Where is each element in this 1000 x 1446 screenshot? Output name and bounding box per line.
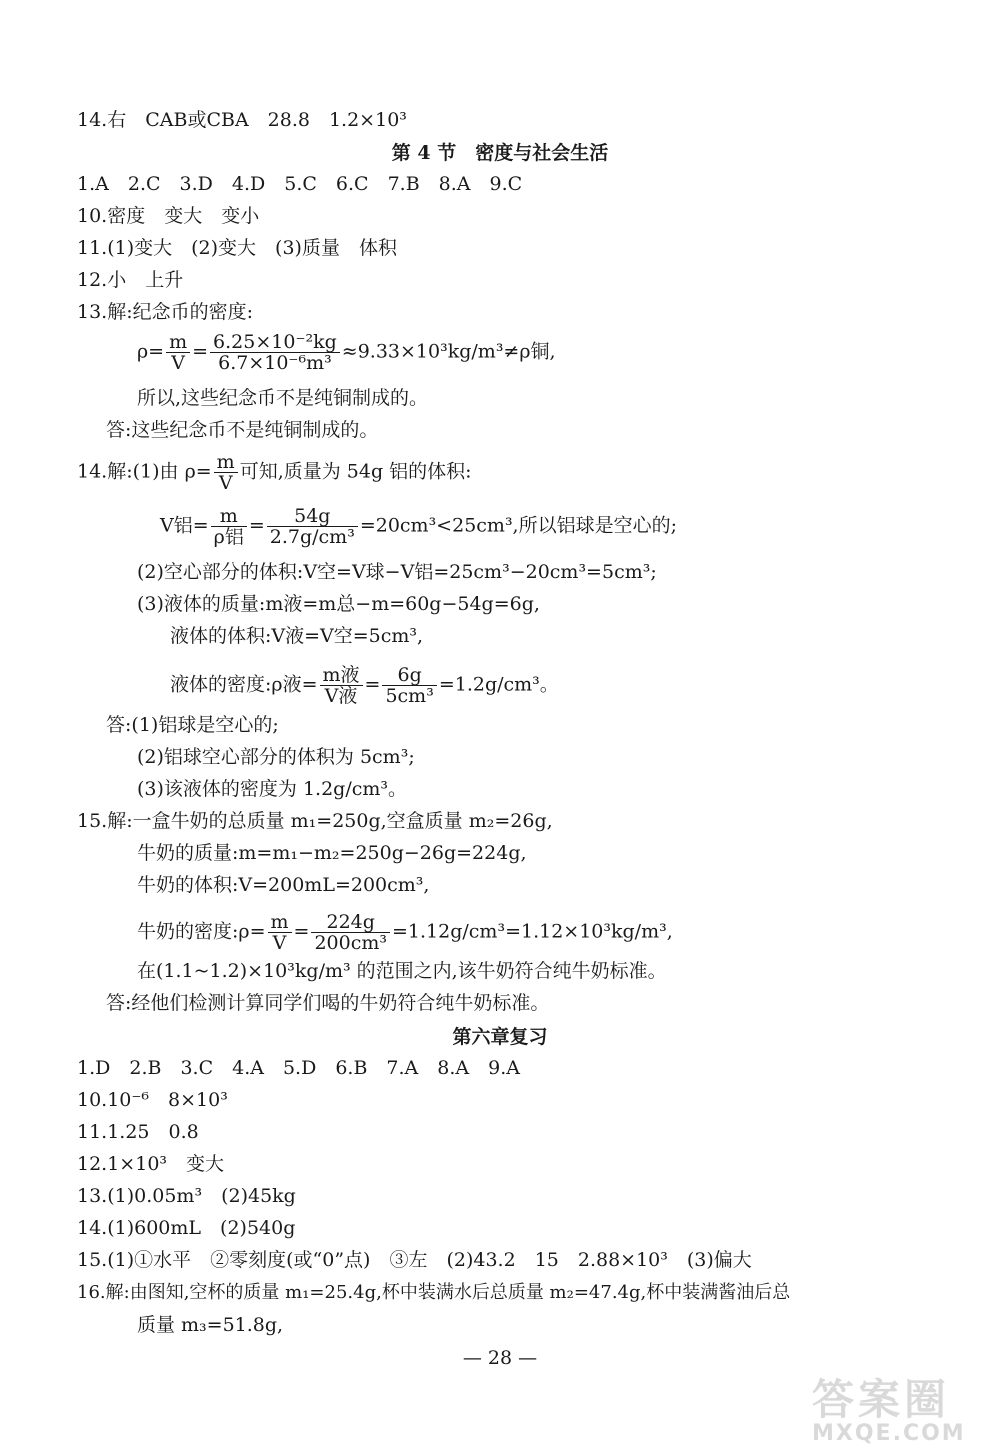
numerator: 6g	[382, 665, 436, 686]
fraction	[166, 332, 190, 373]
denominator: V液	[324, 685, 358, 707]
formula-text: 液体的密度:ρ液=	[170, 673, 318, 696]
fraction	[210, 332, 340, 373]
denominator: 5cm³	[385, 685, 434, 707]
formula-text: 可知,质量为 54g 铝的体积:	[239, 460, 472, 483]
answer-line: 13.(1)0.05m³ (2)45kg	[77, 1185, 296, 1207]
fraction	[211, 506, 247, 547]
denominator: 2.7g/cm³	[269, 526, 355, 548]
watermark-logo	[812, 1375, 966, 1446]
formula-line	[137, 332, 556, 373]
answer-line: 13.解:纪念币的密度:	[77, 301, 254, 323]
answer-line: 质量 m₃=51.8g,	[137, 1314, 284, 1336]
numerator: m	[166, 332, 190, 353]
denominator: V	[272, 932, 287, 954]
numerator: m	[214, 452, 238, 473]
fraction	[214, 452, 238, 493]
answer-line: (3)液体的质量:m液=m总−m=60g−54g=6g,	[137, 593, 540, 615]
numerator: m	[211, 506, 247, 527]
answer-line: 12.1×10³ 变大	[77, 1153, 225, 1175]
watermark-url: MXQE.COM	[812, 1421, 966, 1446]
formula-text: =1.2g/cm³。	[438, 673, 559, 696]
formula-text: V铝=	[160, 514, 209, 537]
formula-line	[77, 452, 472, 493]
fraction	[382, 665, 436, 706]
answer-line: 答:这些纪念币不是纯铜制成的。	[106, 419, 379, 441]
formula-text: =1.12g/cm³=1.12×10³kg/m³,	[392, 920, 673, 943]
formula-text: ≈9.33×10³kg/m³≠ρ铜,	[341, 340, 556, 363]
numerator: m液	[320, 665, 363, 686]
formula-text: 牛奶的密度:ρ=	[137, 920, 266, 943]
answer-line: (3)该液体的密度为 1.2g/cm³。	[137, 778, 408, 800]
chapter-heading: 第六章复习	[452, 1026, 548, 1048]
answer-line: (2)铝球空心部分的体积为 5cm³;	[137, 746, 415, 768]
fraction	[268, 912, 292, 953]
answer-line: 14.右 CAB或CBA 28.8 1.2×10³	[77, 109, 407, 131]
formula-text: 14.解:(1)由 ρ=	[77, 460, 212, 483]
answer-line: 11.(1)变大 (2)变大 (3)质量 体积	[77, 237, 397, 259]
formula-text: =	[192, 340, 209, 363]
answer-line: 在(1.1~1.2)×10³kg/m³ 的范围之内,该牛奶符合纯牛奶标准。	[137, 960, 667, 982]
section-heading: 第 4 节 密度与社会生活	[391, 142, 609, 164]
denominator: 200cm³	[314, 932, 387, 954]
formula-line	[160, 506, 677, 547]
numerator: 6.25×10⁻²kg	[210, 332, 340, 353]
denominator: V	[218, 472, 233, 494]
formula-line	[170, 665, 559, 706]
denominator: 6.7×10⁻⁶m³	[218, 352, 332, 374]
formula-text: =	[293, 920, 310, 943]
answer-line: 12.小 上升	[77, 269, 184, 291]
fraction	[320, 665, 363, 706]
answer-line: 答:经他们检测计算同学们喝的牛奶符合纯牛奶标准。	[106, 992, 550, 1014]
answer-line: 11.1.25 0.8	[77, 1121, 199, 1143]
formula-line	[137, 912, 673, 953]
answer-line: 1.A 2.C 3.D 4.D 5.C 6.C 7.B 8.A 9.C	[77, 173, 523, 195]
answer-line: 所以,这些纪念币不是纯铜制成的。	[137, 387, 429, 409]
formula-text: ρ=	[137, 340, 165, 363]
page-number: — 28 —	[462, 1347, 538, 1369]
answer-line: 牛奶的质量:m=m₁−m₂=250g−26g=224g,	[137, 842, 527, 864]
formula-text: =	[248, 514, 265, 537]
answer-line: 10.密度 变大 变小	[77, 205, 260, 227]
answer-line: 液体的体积:V液=V空=5cm³,	[170, 625, 424, 647]
formula-text: =20cm³<25cm³,所以铝球是空心的;	[359, 514, 677, 537]
fraction	[267, 506, 358, 547]
answer-line: 15.(1)①水平 ②零刻度(或“0”点) ③左 (2)43.2 15 2.88×10³ (3)偏大	[77, 1249, 752, 1271]
denominator: V	[171, 352, 185, 374]
fraction	[311, 912, 390, 953]
formula-text: =	[364, 673, 381, 696]
numerator: 54g	[267, 506, 358, 527]
numerator: 224g	[311, 912, 390, 933]
numerator: m	[268, 912, 292, 933]
answer-line: 16.解:由图知,空杯的质量 m₁=25.4g,杯中装满水后总质量 m₂=47.4g,杯中装满酱油后总	[77, 1282, 791, 1303]
answer-line: 10.10⁻⁶ 8×10³	[77, 1089, 228, 1111]
answer-line: 1.D 2.B 3.C 4.A 5.D 6.B 7.A 8.A 9.A	[77, 1057, 520, 1079]
answer-line: (2)空心部分的体积:V空=V球−V铝=25cm³−20cm³=5cm³;	[137, 561, 657, 583]
answer-line: 15.解:一盒牛奶的总质量 m₁=250g,空盒质量 m₂=26g,	[77, 810, 553, 832]
answer-line: 牛奶的体积:V=200mL=200cm³,	[137, 874, 430, 896]
answer-line: 14.(1)600mL (2)540g	[77, 1217, 296, 1239]
denominator: ρ铝	[213, 526, 244, 548]
answer-line: 答:(1)铝球是空心的;	[106, 714, 279, 736]
watermark-text: 答案圈	[812, 1375, 951, 1424]
